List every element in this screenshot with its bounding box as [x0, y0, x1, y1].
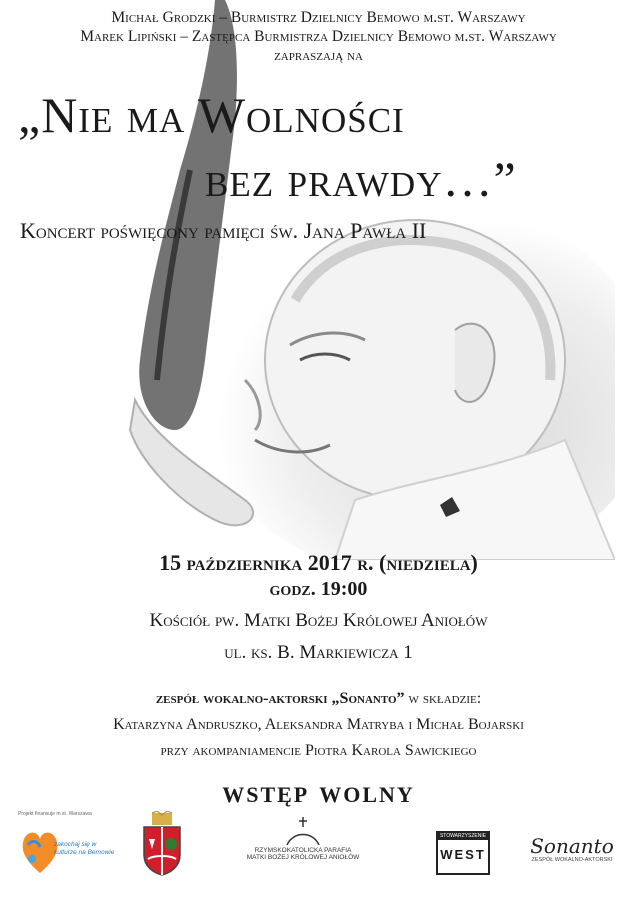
west-top-label: STOWARZYSZENIE	[439, 833, 487, 839]
bemowo-funding-note: Projekt finansuje m.st. Warszawa	[18, 811, 92, 817]
sonanto-word: Sonanto	[530, 834, 614, 858]
west-association-logo	[436, 831, 490, 875]
ensemble-members: Katarzyna Andruszko, Aleksandra Matryba i Michał Bojarski	[113, 716, 524, 733]
event-time: godz. 19:00	[269, 578, 368, 600]
event-address: ul. ks. B. Markiewicza 1	[224, 642, 413, 663]
title-line-2: bez prawdy…”	[205, 151, 517, 207]
bemowo-slogan: zakochaj się w kulturze na Bemowie	[54, 841, 115, 856]
sponsor-logos	[0, 805, 637, 900]
parish-line-1: RZYMSKOKATOLICKA PARAFIA	[254, 847, 352, 854]
event-place: Kościół pw. Matki Bożej Królowej Aniołów	[149, 610, 488, 631]
header-line-deputy: Marek Lipiński – Zastępca Burmistrza Dzielnicy Bemowo m.st. Warszawy	[80, 28, 557, 45]
invitation-header	[0, 8, 637, 65]
west-word: WEST	[440, 847, 486, 862]
sonanto-logo	[522, 835, 622, 875]
header-line-invite: zapraszają na	[274, 47, 363, 64]
title-line-1: „Nie ma Wolności	[18, 87, 405, 143]
ensemble-accompaniment: przy akompaniamencie Piotra Karola Sawickiego	[160, 742, 477, 759]
ensemble-info	[0, 686, 637, 764]
ensemble-lead-rest: w składzie:	[404, 690, 482, 707]
parish-logo	[238, 817, 368, 877]
bemowo-culture-logo	[18, 811, 118, 891]
subtitle: Koncert poświęcony pamięci św. Jana Pawła II	[20, 218, 427, 243]
coat-of-arms-icon	[140, 811, 184, 877]
parish-line-2: MATKI BOŻEJ KRÓLOWEJ ANIOŁÓW	[246, 854, 360, 861]
sonanto-subtitle: ZESPÓŁ WOKALNO-AKTORSKI	[531, 857, 613, 863]
header-line-mayor: Michał Grodzki – Burmistrz Dzielnicy Bemowo m.st. Warszawy	[111, 9, 526, 26]
church-icon	[283, 817, 323, 847]
free-entry: wstęp wolny	[222, 773, 415, 809]
event-date: 15 października 2017 r. (niedziela)	[159, 550, 478, 575]
event-details	[0, 550, 637, 666]
ensemble-name: zespół wokalno-aktorski „Sonanto”	[155, 690, 405, 707]
pope-photo	[95, 0, 615, 560]
ensemble-line	[0, 686, 637, 712]
